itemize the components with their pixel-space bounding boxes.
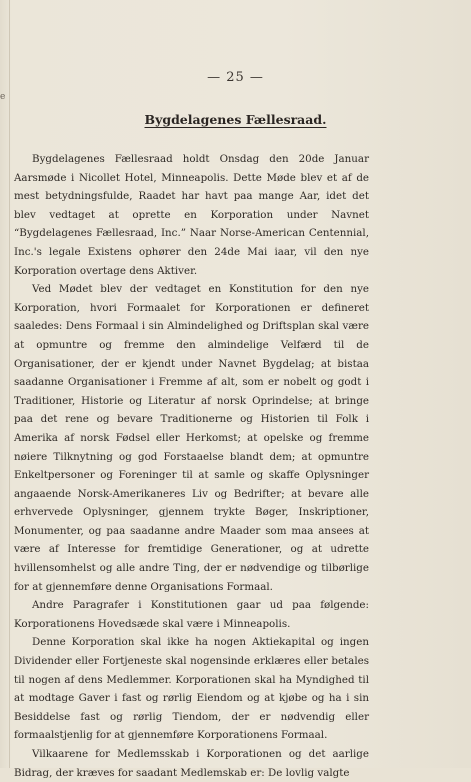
page-number: — 25 — (207, 70, 264, 85)
body-text (14, 150, 369, 782)
paragraph: Andre Paragrafer i Konstitutionen gaar ud paa følgende: Korporationens Hovedsæde skal være i Minneapolis. (14, 599, 369, 630)
paragraph: Bygdelagenes Fællesraad holdt Onsdag den 20de Januar Aarsmøde i Nicollet Hotel, Minneapolis. Dette Møde blev et af de mest betydningsfulde, Raadet har havt paa mange Aar, idet det blev vedtaget at oprette en Korporation under Navnet “Bygdelagenes Fællesraad, Inc.” Naar Norse-American Centennial, Inc.'s legale Existens ophører den 24de Mai iaar, vil den nye Korporation overtage dens Aktiver. (14, 153, 369, 277)
paragraph: Ved Mødet blev der vedtaget en Konstitution for den nye Korporation, hvori Formaalet for Korporationen er defineret saaledes: Dens Formaal i sin Almindelighed og Driftsplan skal være at opmuntre og fremme den almindelige Velfærd til de Organisationer, der er kjendt under Navnet Bygdelag; at bistaa saadanne Organisationer i Fremme af alt, som er nobelt og godt i Traditioner, Historie og Literatur af norsk Oprindelse; at bringe paa det rene og bevare Traditionerne og Historien til Folk i Amerika af norsk Fødsel eller Herkomst; at opelske og fremme nøiere Tilknytning og god Forstaaelse blandt dem; at opmuntre Enkeltpersoner og Foreninger til at samle og skaffe Oplysninger angaaende Norsk-Amerikaneres Liv og Bedrifter; at bevare alle erhvervede Oplysninger, gjennem trykte Bøger, Inskriptioner, Monumenter, og paa saadanne andre Maader som maa ansees at være af Interesse for fremtidige Generationer, og at udrette hvillensomhelst og alle andre Ting, der er nødvendige og tilbørlige for at gjennemføre denne Organisations Formaal. (14, 283, 369, 593)
margin-mark: e (0, 92, 6, 102)
paragraph: Vilkaarene for Medlemsskab i Korporationen og det aarlige Bidrag, der kræves for saadant Medlemskab er: De lovlig valgte (14, 748, 369, 779)
page-heading: Bygdelagenes Fællesraad. (144, 112, 327, 127)
paragraph: Denne Korporation skal ikke ha nogen Aktiekapital og ingen Dividender eller Fortjeneste skal nogensinde erklæres eller betales til nogen af dens Medlemmer. Korporationen skal ha Myndighed til at modtage Gaver i fast og rørlig Eiendom og at kjøbe og ha i sin Besiddelse fast og rørlig Tiendom, der er nødvendig eller formaalstjenlig for at gjennemføre Korporationens Formaal. (14, 636, 369, 742)
